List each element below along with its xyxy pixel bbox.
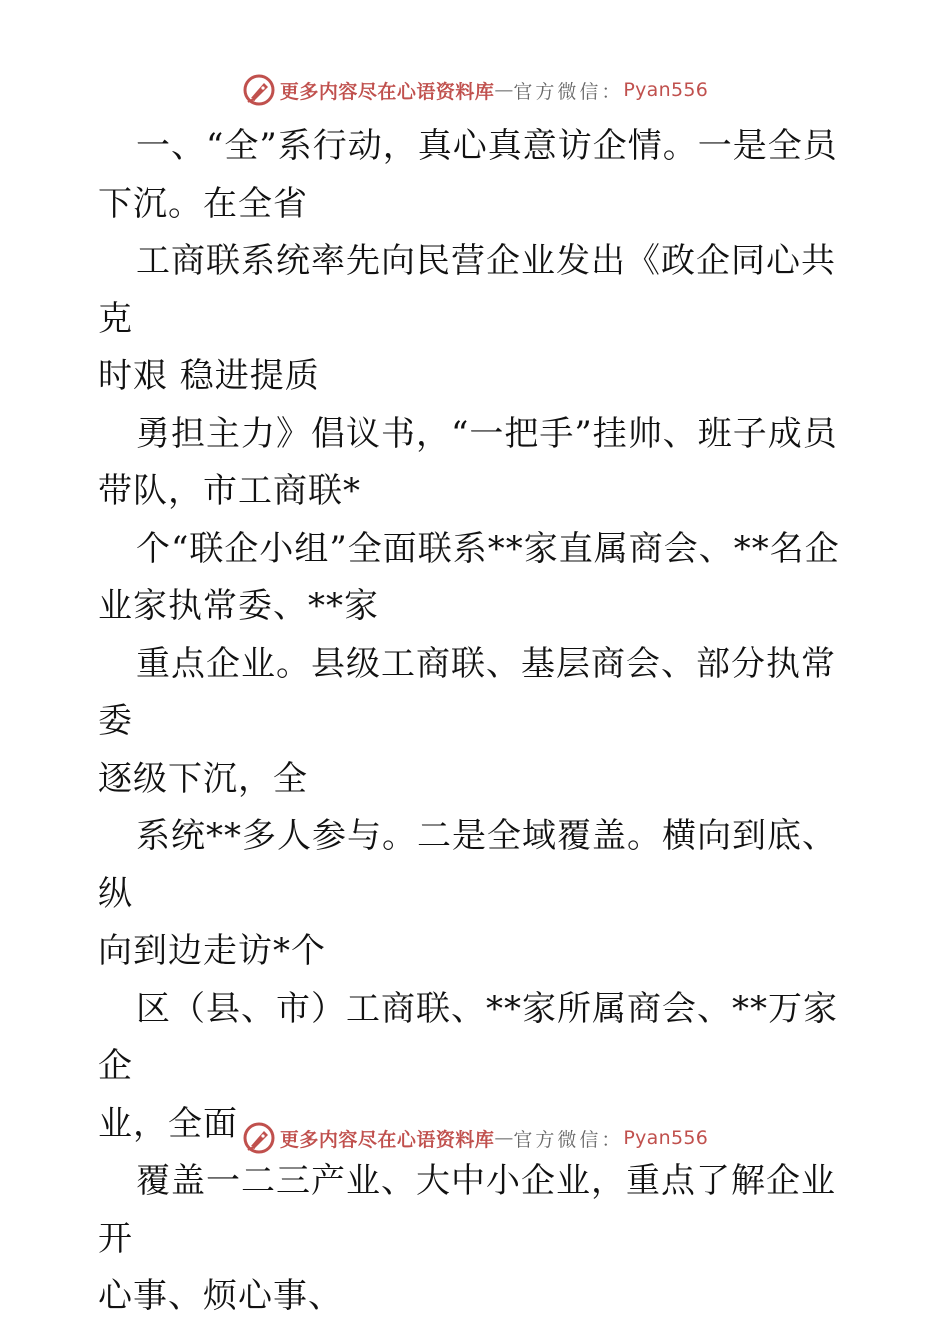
line-4-second: 业家执常委、**家 — [98, 586, 379, 626]
fountain-pen-logo-icon — [242, 1121, 276, 1155]
line-8-first: 覆盖一二三产业、大中小企业，重点了解企业开 — [98, 1161, 836, 1259]
line-5-second: 逐级下沉，全 — [98, 758, 308, 799]
line-1-first: 一、“全”系行动，真心真意访企情。一是全员 — [136, 126, 838, 166]
footer-banner — [0, 1118, 950, 1158]
paragraph-line-1 — [98, 118, 858, 233]
line-6-second: 向到边走访*个 — [98, 931, 326, 971]
banner-dash: — — [494, 1127, 514, 1149]
line-7-second: 业，全面 — [98, 1103, 238, 1144]
banner-brand-text: 更多内容尽在心语资料库 — [279, 80, 495, 103]
line-3-second: 带队，市工商联* — [98, 471, 361, 511]
paragraph-line-8 — [98, 1153, 858, 1326]
fountain-pen-logo-icon — [242, 73, 276, 107]
banner-wechat-label: 官方微信： — [513, 1128, 624, 1151]
line-4-first: 个“联企小组”全面联系**家直属商会、**名企 — [136, 528, 840, 569]
banner-wechat-id: Pyan556 — [623, 79, 709, 101]
paragraph-line-4 — [98, 521, 858, 636]
paragraph-line-2 — [98, 233, 858, 406]
banner-wechat-id: Pyan556 — [623, 1127, 709, 1149]
header-banner — [0, 70, 950, 110]
line-3-first: 勇担主力》倡议书，“一把手”挂帅、班子成员 — [136, 413, 838, 454]
paragraph-line-5 — [98, 636, 858, 809]
line-7-first: 区（县、市）工商联、**家所属商会、**万家企 — [98, 988, 838, 1086]
paragraph-line-3 — [98, 406, 858, 521]
banner-wechat-label: 官方微信： — [513, 80, 624, 103]
paragraph-line-6 — [98, 808, 858, 981]
banner-dash: — — [494, 79, 514, 101]
line-5-first: 重点企业。县级工商联、基层商会、部分执常委 — [98, 643, 836, 741]
banner-brand-text: 更多内容尽在心语资料库 — [279, 1128, 495, 1151]
line-2-second: 时艰 稳进提质 — [98, 356, 320, 396]
line-6-first: 系统**多人参与。二是全域覆盖。横向到底、纵 — [98, 816, 837, 914]
line-1-second: 下沉。在全省 — [98, 183, 308, 224]
line-8-second: 心事、烦心事、 — [98, 1276, 343, 1316]
line-2-first: 工商联系统率先向民营企业发出《政企同心共克 — [98, 241, 836, 339]
